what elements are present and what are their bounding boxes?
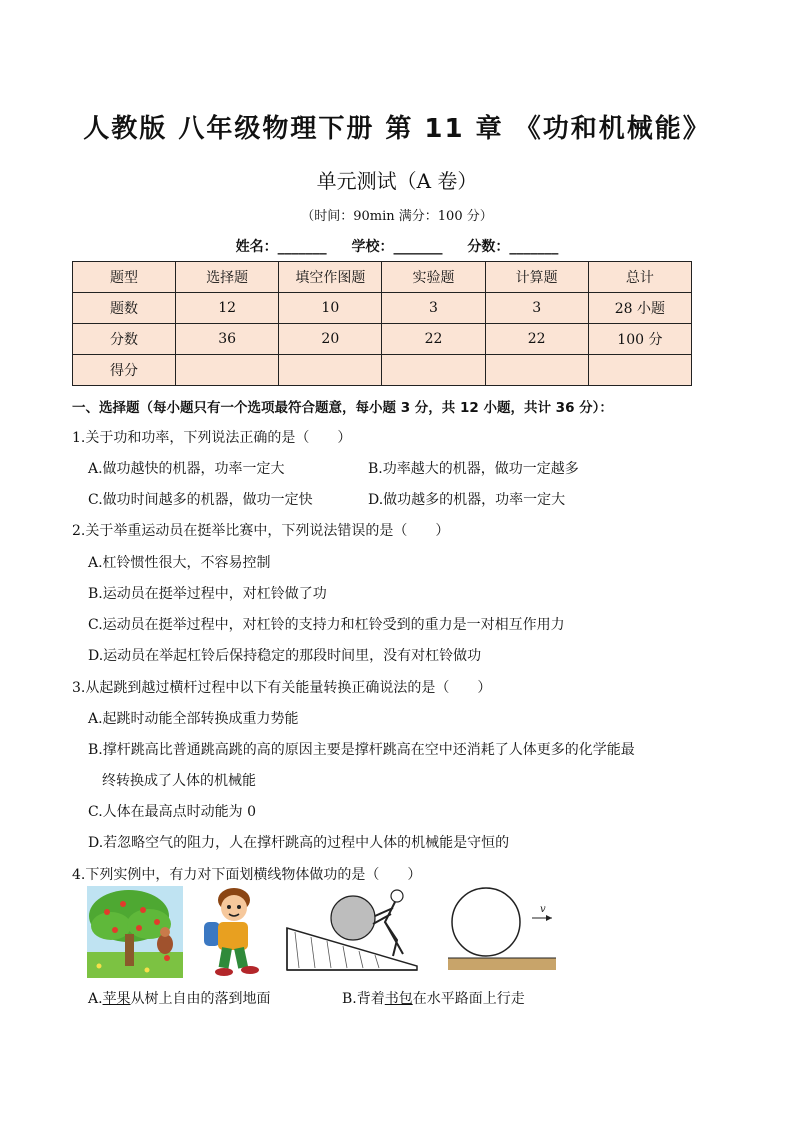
table-cell: 100 分 [588,324,691,355]
name-field-label: 姓名：_______ [235,239,327,255]
question-3-option-a: A.起跳时动能全部转换成重力势能 [88,711,299,727]
score-field-label: 分数：_______ [467,239,559,255]
option-prefix: A. [88,991,103,1007]
table-cell: 分数 [73,324,176,355]
table-cell: 36 [176,324,279,355]
student-backpack-figure [200,884,266,980]
table-row [73,324,692,355]
table-cell: 3 [382,293,485,324]
score-table [72,261,692,386]
score-entry-cell[interactable] [176,355,279,386]
underlined-object: 苹果 [102,991,131,1007]
question-2-option-d: D.运动员在举起杠铃后保持稳定的那段时间里，没有对杠铃做功 [88,648,482,664]
table-cell: 计算题 [485,262,588,293]
table-cell: 10 [279,293,382,324]
apple-tree-figure [87,886,183,978]
question-4-stem: 4.下列实例中，有力对下面划横线物体做功的是（ ） [72,867,422,883]
question-1-option-d: D.做功越多的机器，功率一定大 [368,492,566,508]
velocity-label: v [540,904,546,915]
question-2-option-a: A.杠铃惯性很大，不容易控制 [88,555,271,571]
table-cell: 22 [382,324,485,355]
question-3-option-c: C.人体在最高点时动能为 0 [88,804,257,820]
question-3-stem: 3.从起跳到越过横杆过程中以下有关能量转换正确说法的是（ ） [72,680,492,696]
table-cell: 20 [279,324,382,355]
question-1-option-b: B.功率越大的机器，做功一定越多 [368,461,579,477]
question-2-option-c: C.运动员在挺举过程中，对杠铃的支持力和杠铃受到的重力是一对相互作用力 [88,617,565,633]
score-entry-cell[interactable] [382,355,485,386]
table-cell: 12 [176,293,279,324]
score-entry-cell[interactable] [279,355,382,386]
table-row [73,293,692,324]
question-3-option-d: D.若忽略空气的阻力，人在撑杆跳高的过程中人体的机械能是守恒的 [88,835,510,851]
table-cell: 实验题 [382,262,485,293]
question-2-option-b: B.运动员在挺举过程中，对杠铃做了功 [88,586,327,602]
document-subtitle: 单元测试（A 卷） [316,169,478,193]
option-text: 在水平路面上行走 [412,991,525,1007]
student-info-line [0,236,794,256]
table-cell: 题型 [73,262,176,293]
question-3-option-b: B.撑杆跳高比普通跳高跳的高的原因主要是撑杆跳高在空中还消耗了人体更多的化学能最 [88,742,635,758]
table-cell: 得分 [73,355,176,386]
question-1-option-a: A.做功越快的机器，功率一定大 [88,461,285,477]
table-cell: 总计 [588,262,691,293]
option-text: 从树上自由的落到地面 [130,991,271,1007]
question-2-stem: 2.关于举重运动员在挺举比赛中，下列说法错误的是（ ） [72,523,450,539]
time-info: （时间：90min 满分：100 分） [301,209,493,224]
table-cell: 填空作图题 [279,262,382,293]
question-1-option-c: C.做功时间越多的机器，做功一定快 [88,492,313,508]
question-3-option-b-continued: 终转换成了人体的机械能 [102,773,256,789]
section-heading: 一、选择题（每小题只有一个选项最符合题意，每小题 3 分，共 12 小题，共计 36 分）： [72,400,613,416]
table-cell: 选择题 [176,262,279,293]
table-row [73,262,692,293]
underlined-object: 书包 [384,991,413,1007]
table-cell: 28 小题 [588,293,691,324]
rolling-ball-figure [448,886,558,972]
pushing-ball-incline-figure [285,888,421,974]
table-cell: 22 [485,324,588,355]
table-row [73,355,692,386]
question-4-option-b [342,988,525,1008]
document-title: 人教版 八年级物理下册 第 11 章 《功和机械能》 [83,114,711,144]
question-1-stem: 1.关于功和功率，下列说法正确的是（ ） [72,430,352,446]
question-4-option-a [88,988,271,1008]
score-entry-cell[interactable] [485,355,588,386]
school-field-label: 学校：_______ [351,239,443,255]
table-cell: 题数 [73,293,176,324]
score-entry-cell[interactable] [588,355,691,386]
option-prefix: B.背着 [342,991,385,1007]
table-cell: 3 [485,293,588,324]
